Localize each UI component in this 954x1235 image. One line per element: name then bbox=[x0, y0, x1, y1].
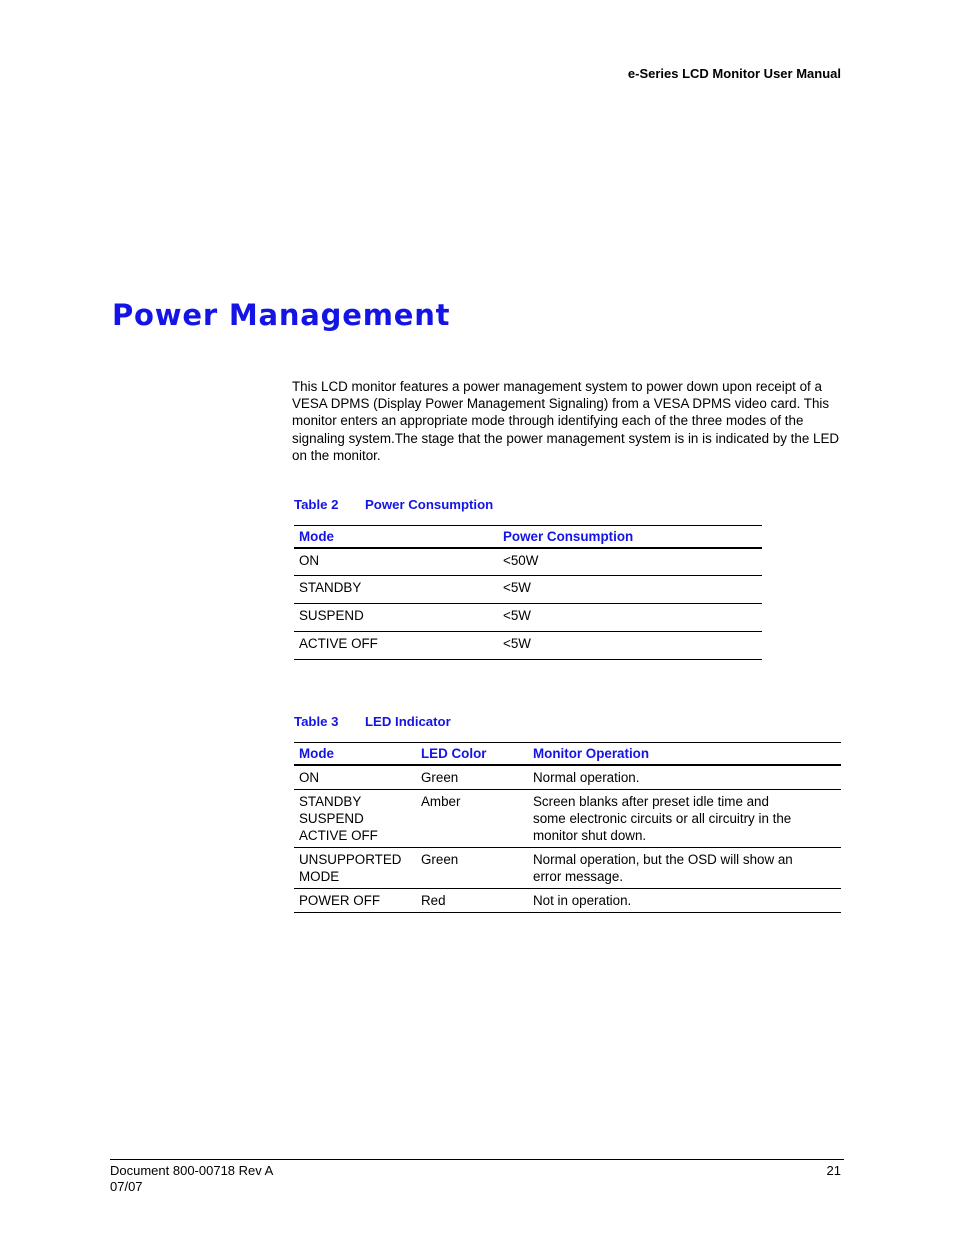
operation-line: some electronic circuits or all circuitry in the bbox=[533, 810, 792, 826]
intro-paragraph: This LCD monitor features a power management system to power down upon receipt of a VESA DPMS (Display Power Management Signaling) from a VESA DPMS video card. This monitor enters an appropriate mode through identifying each of the three modes of the signaling system.The stage that the power management system is in is indicated by the LED on the monitor. bbox=[292, 379, 840, 463]
power-cell: <5W bbox=[498, 604, 762, 632]
operation-line: Normal operation, but the OSD will show an bbox=[533, 851, 793, 867]
table-row bbox=[294, 548, 762, 576]
table-row bbox=[294, 604, 762, 632]
table-2-caption bbox=[294, 497, 493, 512]
mode-cell bbox=[294, 765, 416, 790]
table-3-title: LED Indicator bbox=[365, 714, 451, 729]
table-row bbox=[294, 888, 841, 912]
led-color-cell: Red bbox=[416, 888, 528, 912]
column-header-led-color: LED Color bbox=[416, 743, 528, 765]
mode-cell bbox=[294, 847, 416, 888]
running-header: e-Series LCD Monitor User Manual bbox=[627, 66, 841, 81]
table-3-number: Table 3 bbox=[294, 714, 339, 729]
operation-cell bbox=[528, 847, 841, 888]
power-cell: <50W bbox=[498, 548, 762, 576]
table-2-title: Power Consumption bbox=[365, 497, 494, 512]
mode-line: ACTIVE OFF bbox=[299, 827, 378, 843]
power-cell: <5W bbox=[498, 576, 762, 604]
mode-cell bbox=[294, 789, 416, 847]
document-number: Document 800-00718 Rev A bbox=[110, 1163, 274, 1178]
operation-line: Normal operation. bbox=[533, 769, 640, 785]
table-header-row bbox=[294, 526, 762, 548]
footer-document-info bbox=[110, 1163, 273, 1194]
table-3-caption bbox=[294, 714, 451, 729]
mode-cell bbox=[294, 888, 416, 912]
mode-line: UNSUPPORTED bbox=[299, 851, 402, 867]
power-consumption-table bbox=[294, 525, 762, 660]
operation-line: Screen blanks after preset idle time and bbox=[533, 793, 769, 809]
table-header-row bbox=[294, 743, 841, 765]
mode-cell: STANDBY bbox=[294, 576, 498, 604]
operation-line: error message. bbox=[533, 868, 624, 884]
mode-cell: ACTIVE OFF bbox=[294, 632, 498, 660]
table-row bbox=[294, 847, 841, 888]
led-indicator-table bbox=[294, 742, 841, 913]
operation-cell bbox=[528, 765, 841, 790]
operation-cell bbox=[528, 888, 841, 912]
mode-line: STANDBY bbox=[299, 793, 362, 809]
table-row bbox=[294, 765, 841, 790]
table-row bbox=[294, 576, 762, 604]
page-number: 21 bbox=[826, 1163, 841, 1178]
operation-line: monitor shut down. bbox=[533, 827, 647, 843]
operation-line: Not in operation. bbox=[533, 892, 632, 908]
mode-line: MODE bbox=[299, 868, 340, 884]
mode-cell: SUSPEND bbox=[294, 604, 498, 632]
document-date: 07/07 bbox=[110, 1178, 143, 1194]
column-header-mode: Mode bbox=[294, 526, 498, 548]
led-color-cell: Green bbox=[416, 765, 528, 790]
column-header-mode: Mode bbox=[294, 743, 416, 765]
table-row bbox=[294, 789, 841, 847]
mode-line: POWER OFF bbox=[299, 892, 381, 908]
mode-cell: ON bbox=[294, 548, 498, 576]
column-header-monitor-operation: Monitor Operation bbox=[528, 743, 841, 765]
led-color-cell: Green bbox=[416, 847, 528, 888]
column-header-power-consumption: Power Consumption bbox=[498, 526, 762, 548]
power-cell: <5W bbox=[498, 632, 762, 660]
mode-line: ON bbox=[299, 769, 320, 785]
mode-line: SUSPEND bbox=[299, 810, 364, 826]
page-title: Power Management bbox=[112, 298, 451, 332]
table-row bbox=[294, 632, 762, 660]
operation-cell bbox=[528, 789, 841, 847]
table-2-number: Table 2 bbox=[294, 497, 339, 512]
footer-divider bbox=[110, 1159, 844, 1160]
led-color-cell: Amber bbox=[416, 789, 528, 847]
